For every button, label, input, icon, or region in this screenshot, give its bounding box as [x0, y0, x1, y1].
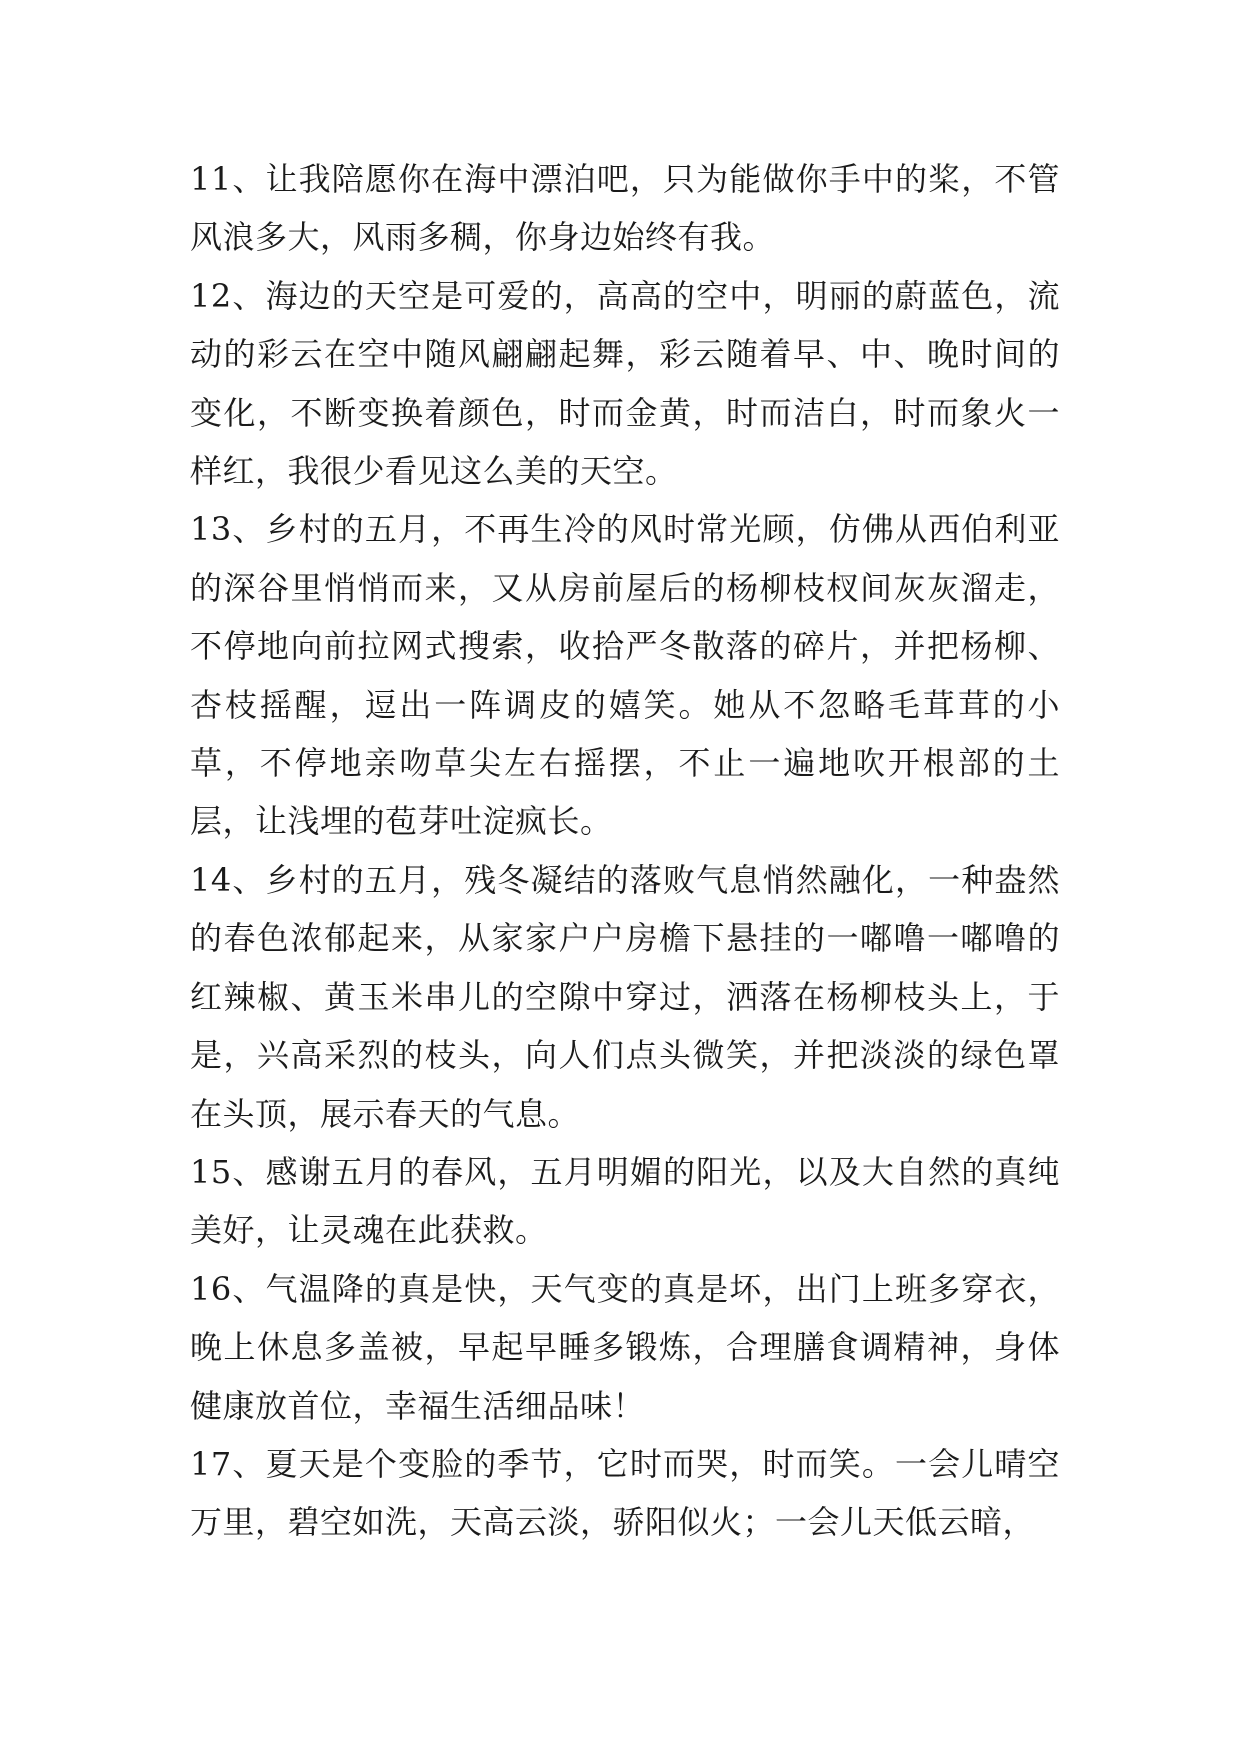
paragraph-15: 15、感谢五月的春风，五月明媚的阳光，以及大自然的真纯美好，让灵魂在此获救。: [190, 1152, 1060, 1250]
paragraph-16: 16、气温降的真是快，天气变的真是坏，出门上班多穿衣，晚上休息多盖被，早起早睡多锻炼，合理膳食调精神，身体健康放首位，幸福生活细品味！: [190, 1269, 1060, 1425]
paragraph-11: 11、让我陪愿你在海中漂泊吧，只为能做你手中的桨，不管风浪多大，风雨多稠，你身边始终有我。: [190, 160, 1060, 257]
document-body: [190, 150, 1060, 1552]
paragraph-13: 13、乡村的五月，不再生冷的风时常光顾，仿佛从西伯利亚的深谷里悄悄而来，又从房前屋后的杨柳枝杈间灰灰溜走，不停地向前拉网式搜索，收拾严冬散落的碎片，并把杨柳、杏枝摇醒，逗出一阵调皮的嬉笑。她从不忽略毛茸茸的小草，不停地亲吻草尖左右摇摆，不止一遍地吹开根部的土层，让浅埋的苞芽吐淀疯长。: [190, 510, 1060, 841]
paragraph-12: 12、海边的天空是可爱的，高高的空中，明丽的蔚蓝色，流动的彩云在空中随风翩翩起舞，彩云随着早、中、晚时间的变化，不断变换着颜色，时而金黄，时而洁白，时而象火一样红，我很少看见这么美的天空。: [190, 276, 1060, 491]
paragraph-14: 14、乡村的五月，残冬凝结的落败气息悄然融化，一种盎然的春色浓郁起来，从家家户户房檐下悬挂的一嘟噜一嘟噜的红辣椒、黄玉米串儿的空隙中穿过，洒落在杨柳枝头上，于是，兴高采烈的枝头，向人们点头微笑，并把淡淡的绿色罩在头顶，展示春天的气息。: [190, 860, 1060, 1133]
paragraph-17: 17、夏天是个变脸的季节，它时而哭，时而笑。一会儿晴空万里，碧空如洗，天高云淡，骄阳似火；一会儿天低云暗，: [190, 1444, 1060, 1542]
